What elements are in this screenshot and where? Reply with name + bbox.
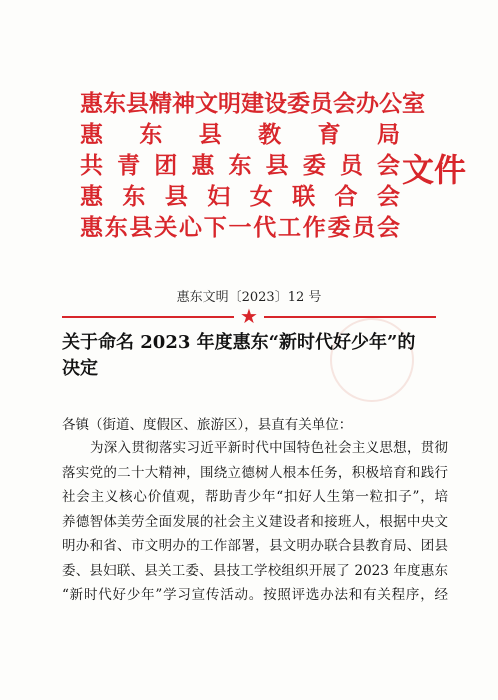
issuer-char: 合	[334, 183, 358, 210]
salutation: 各镇（街道、度假区、旅游区），县直有关单位：	[62, 417, 353, 433]
issuer-char: 女	[249, 183, 273, 210]
body-line: “新时代好少年”学习宣传活动。按照评选办法和有关程序，经	[62, 587, 448, 603]
issuer-block	[80, 88, 425, 243]
issuer-char: 县	[164, 183, 188, 210]
issuer-char: 青	[117, 152, 141, 179]
issuer-char: 妇	[207, 183, 231, 210]
issuer-char: 委	[287, 90, 310, 117]
issuer-char: 工	[278, 214, 301, 241]
issuer-char: 关	[154, 214, 178, 241]
issuer-line	[80, 212, 400, 243]
issuer-char: 室	[402, 90, 425, 117]
issuer-char: 东	[228, 152, 252, 179]
issuer-char: 县	[126, 90, 149, 117]
issuer-char: 精	[149, 90, 172, 117]
title-line: 关于命名 2023 年度惠东“新时代好少年”的	[62, 332, 416, 353]
document-number: 惠东文明〔2023〕12 号	[176, 290, 322, 305]
issuer-char: 惠	[80, 183, 103, 210]
issuer-char: 惠	[80, 214, 103, 241]
issuer-char: 团	[154, 152, 178, 179]
file-label: 文件	[402, 151, 467, 189]
issuer-char: 惠	[191, 152, 215, 179]
issuer-line	[80, 88, 425, 119]
issuer-char: 员	[339, 152, 363, 179]
issuer-line	[80, 119, 400, 150]
body-line: 委、县妇联、县关工委、县技工学校组织开展了 2023 年度惠东	[62, 562, 448, 579]
issuer-char: 公	[379, 90, 402, 117]
body-line: 为深入贯彻落实习近平新时代中国特色社会主义思想，贯彻	[90, 440, 448, 456]
body-line: 养德智体美劳全面发展的社会主义建设者和接班人，根据中央文	[62, 513, 448, 530]
issuer-char: 明	[218, 90, 241, 117]
issuer-char: 教	[258, 121, 282, 148]
title-line: 决定	[62, 358, 98, 379]
issuer-char: 办	[356, 90, 379, 117]
document-title	[62, 330, 442, 382]
issuer-char: 代	[253, 214, 277, 241]
issuer-char: 会	[333, 90, 356, 117]
issuer-char: 县	[265, 152, 289, 179]
star-icon: ★	[240, 304, 258, 328]
issuer-char: 一	[228, 214, 252, 241]
red-rule-left	[62, 316, 234, 318]
issuer-char: 建	[241, 90, 264, 117]
issuer-char: 东	[122, 183, 146, 210]
issuer-char: 东	[104, 214, 128, 241]
issuer-char: 县	[198, 121, 222, 148]
issuer-char: 心	[179, 214, 202, 241]
body-text	[62, 436, 448, 608]
issuer-char: 东	[103, 90, 126, 117]
issuer-char: 神	[172, 90, 195, 117]
body-line: 社会主义核心价值观，帮助青少年“扣好人生第一粒扣子”，培	[62, 489, 448, 505]
issuer-char: 委	[302, 152, 326, 179]
issuer-line	[80, 150, 400, 181]
issuer-char: 下	[203, 214, 227, 241]
red-rule-right	[264, 316, 436, 318]
body-line: 明办和省、市文明办的工作部署，县文明办联合县教育局、团县	[62, 538, 448, 554]
issuer-char: 惠	[80, 121, 103, 148]
issuer-char: 员	[310, 90, 333, 117]
issuer-char: 设	[264, 90, 287, 117]
issuer-char: 会	[376, 183, 400, 210]
issuer-char: 东	[139, 121, 163, 148]
issuer-char: 联	[292, 183, 316, 210]
issuer-char: 员	[352, 214, 376, 241]
issuer-char: 作	[302, 214, 326, 241]
issuer-char: 文	[195, 90, 218, 117]
issuer-char: 县	[129, 214, 153, 241]
issuer-char: 育	[317, 121, 341, 148]
issuer-char: 局	[376, 121, 400, 148]
issuer-char: 会	[377, 214, 400, 241]
issuer-char: 惠	[80, 90, 103, 117]
issuer-char: 委	[327, 214, 351, 241]
issuer-char: 共	[80, 152, 103, 179]
issuer-char: 会	[377, 152, 400, 179]
body-line: 落实党的二十大精神，围绕立德树人根本任务，积极培育和践行	[62, 464, 448, 481]
issuer-line	[80, 181, 400, 212]
